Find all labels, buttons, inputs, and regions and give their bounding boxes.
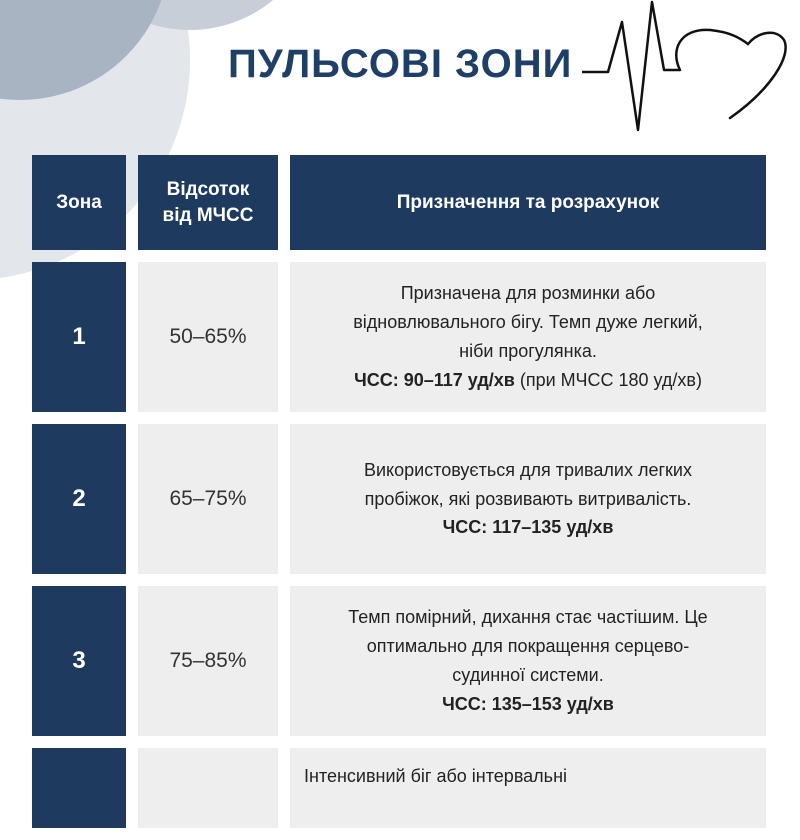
description-line: Використовується для тривалих легких	[364, 459, 692, 480]
description-line: пробіжок, які розвивають витривалість.	[364, 488, 692, 509]
heart-rate-value: ЧСС: 117–135 уд/хв	[442, 517, 614, 538]
zone-percent: 50–65%	[138, 262, 278, 412]
zone-percent: 65–75%	[138, 424, 278, 574]
header-percent-line-2: від МЧСС	[162, 204, 254, 226]
header-percent	[138, 155, 278, 250]
table-row	[32, 748, 766, 828]
heart-rate-value: ЧСС: 90–117 уд/хв	[354, 369, 515, 390]
heart-rate-line	[354, 366, 702, 395]
table-header-row	[32, 155, 766, 250]
heartbeat-heart-icon	[580, 0, 790, 140]
description-line: ніби прогулянка.	[459, 341, 597, 361]
description-line: Призначена для розминки або	[400, 283, 656, 304]
page-title: ПУЛЬСОВІ ЗОНИ	[228, 42, 573, 86]
table-row	[32, 586, 766, 736]
header-percent-line-1: Відсоток	[166, 178, 250, 200]
description-line: судинної системи.	[452, 665, 604, 685]
table-row	[32, 424, 766, 574]
zone-number: 1	[32, 262, 126, 412]
zone-percent	[138, 748, 278, 828]
zone-description	[290, 586, 766, 736]
zone-description	[290, 424, 766, 574]
table-row	[32, 262, 766, 412]
description-line: Темп помірний, дихання стає частішим. Це	[348, 607, 708, 628]
zone-number	[32, 748, 126, 828]
header-purpose: Призначення та розрахунок	[290, 155, 766, 250]
description-line: оптимально для покращення серцево-	[366, 636, 690, 657]
heart-rate-zones-table	[32, 155, 766, 840]
description-line: відновлювального бігу. Темп дуже легкий,	[353, 312, 703, 333]
heart-rate-value: ЧСС: 135–153 уд/хв	[442, 693, 614, 714]
description-line: Інтенсивний біг або інтервальні	[304, 766, 568, 786]
zone-description	[290, 748, 766, 828]
zone-description	[290, 262, 766, 412]
zone-percent: 75–85%	[138, 586, 278, 736]
heart-rate-note: (при МЧСС 180 уд/хв)	[514, 369, 702, 390]
zone-number: 3	[32, 586, 126, 736]
zone-number: 2	[32, 424, 126, 574]
header-zone: Зона	[32, 155, 126, 250]
